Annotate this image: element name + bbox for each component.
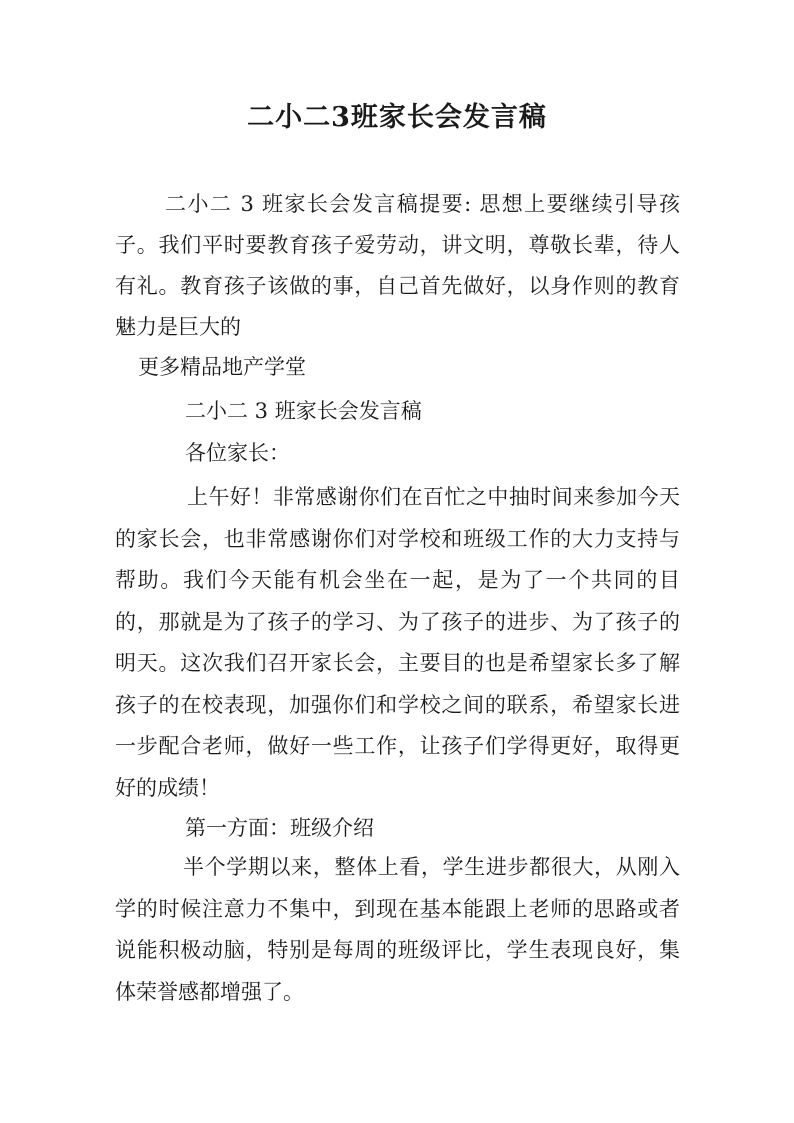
body-paragraph-2: 半个学期以来，整体上看，学生进步都很大，从刚入学的时候注意力不集中，到现在基本能跟上老师的思路或者说能积极动脑，特别是每周的班级评比，学生表现良好，集体荣誉感都增强了。 — [115, 855, 680, 1004]
document-subtitle: 二小二 3 班家长会发言稿 — [185, 399, 422, 423]
summary-paragraph: 二小二 3 班家长会发言稿提要: 思想上要继续引导孩子。我们平时要教育孩子爱劳动，讲文明，尊敬长辈，待人有礼。教育孩子该做的事，自己首先做好，以身作则的教育魅力是巨大的 — [115, 192, 680, 339]
document-title: 二小二3班家长会发言稿 — [247, 102, 547, 133]
more-link-text: 更多精品地产学堂 — [138, 355, 306, 379]
greeting: 各位家长： — [185, 441, 290, 465]
body-paragraph-1: 上午好！非常感谢你们在百忙之中抽时间来参加今天的家长会，也非常感谢你们对学校和班级工作的大力支持与帮助。我们今天能有机会坐在一起，是为了一个共同的目的，那就是为了孩子的学习、为了孩子的进步、为了孩子的明天。这次我们召开家长会，主要目的也是希望家长多了解孩子的在校表现，加强你们和学校之间的联系，希望家长进一步配合老师，做好一些工作，让孩子们学得更好，取得更好的成绩！ — [115, 485, 680, 800]
section-heading: 第一方面：班级介绍 — [185, 816, 374, 840]
